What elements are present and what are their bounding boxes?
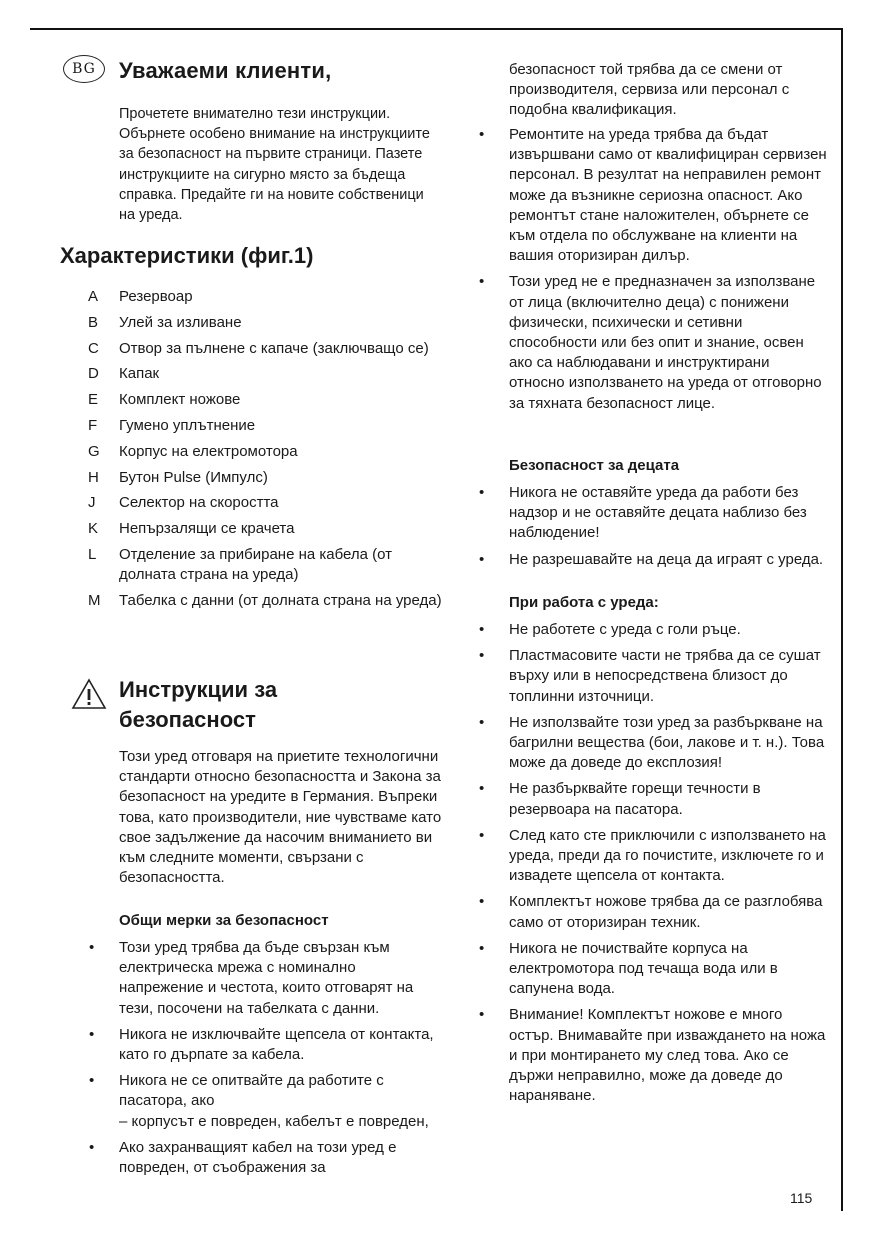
list-item: • Пластмасовите части не трябва да се сушат върху или в непосредствена близост до топлинни източници. (479, 646, 829, 707)
feature-item: K Непързалящи се крачета (88, 520, 295, 538)
list-item: • Ремонтите на уреда трябва да бъдат извършвани само от квалифициран сервизен персонал. В резултат на неправилен ремонт може да възникне сериозна опасност. Ако ремонтът стане наложителен, обърнете се към отдела по обслужване на клиенти на вашия оторизиран дилър. (479, 125, 829, 266)
list-item: • Никога не оставяйте уреда да работи без надзор и не оставяйте децата наблизо без наблюдение! (479, 483, 829, 544)
operation-safety-list (479, 620, 829, 1112)
operation-safety-heading: При работа с уреда: (509, 594, 659, 611)
intro-paragraph: Прочетете внимателно тези инструкции. Обърнете особено внимание на инструкциите за безопасност на първите страници. Пазете инструкциите на сигурно място за бъдеща справка. Предайте ги на новите собственици на уреда. (119, 106, 430, 224)
list-item: • Никога не почиствайте корпуса на електромотора под течаща вода или в сапунена вода. (479, 939, 829, 1000)
list-item-continuation: безопасност той трябва да се смени от производителя, сервиза или персонал с подобна квалификация. (509, 61, 790, 119)
feature-item: B Улей за изливане (88, 313, 242, 331)
right-rule (841, 28, 843, 1211)
warning-icon (71, 678, 107, 710)
top-rule (30, 28, 843, 30)
feature-item: G Корпус на електромотора (88, 442, 298, 460)
list-item: • Ако захранващият кабел на този уред е повреден, от съображения за (89, 1138, 439, 1178)
child-safety-list (479, 483, 829, 576)
safety-intro-paragraph: Този уред отговаря на приетите технологични стандарти относно безопасността и Закона за безопасност на уредите в Германия. Въпреки това, като производители, ние чувстваме като свое задължение да насочим вниманието ви към следните моменти, свързани с безопасността. (119, 748, 442, 887)
general-safety-list-left (89, 938, 439, 1184)
feature-item: H Бутон Pulse (Импулс) (88, 468, 268, 486)
list-item-continuation: – корпусът е повреден, кабелът е повреден, (119, 1112, 429, 1130)
list-item: • Комплектът ножове трябва да се разглобява само от оторизиран техник. (479, 892, 829, 932)
list-item: • Никога не се опитвайте да работите с пасатора, ако – корпусът е повреден, кабелът е повреден, (89, 1071, 439, 1132)
feature-item: J Селектор на скоростта (88, 494, 279, 512)
language-badge: BG (63, 55, 105, 83)
features-heading: Характеристики (фиг.1) (60, 243, 314, 268)
list-item: • Този уред не е предназначен за използване от лица (включително деца) с понижени физически, психически и сетивни способности или без опит и знание, освен ако са наблюдавани и инструктирани относно използването на уреда от отговорно за тяхната безопасност лице. (479, 272, 829, 413)
feature-item: E Комплект ножове (88, 391, 241, 409)
safety-heading: Инструкции за безопасност (119, 677, 278, 732)
general-safety-heading: Общи мерки за безопасност (119, 912, 329, 929)
list-item: • След като сте приключили с използването на уреда, преди да го почистите, изключете го и извадете щепсела от контакта. (479, 826, 829, 887)
feature-item: C Отвор за пълнене с капаче (заключващо се) (88, 339, 429, 357)
page-number: 115 (790, 1190, 813, 1206)
feature-item: D Капак (88, 365, 160, 383)
feature-item: M Табелка с данни (от долната страна на уреда) (88, 591, 442, 609)
list-item: • Не разрешавайте на деца да играят с уреда. (479, 550, 829, 570)
feature-item: F Гумено уплътнение (88, 416, 256, 434)
features-list (88, 287, 448, 617)
list-item: • Не работете с уреда с голи ръце. (479, 620, 829, 640)
child-safety-heading: Безопасност за децата (509, 457, 680, 474)
list-item: • Не разбърквайте горещи течности в резервоара на пасатора. (479, 779, 829, 819)
list-item: • Никога не изключвайте щепсела от контакта, като го дърпате за кабела. (89, 1025, 439, 1065)
list-item: • Този уред трябва да бъде свързан към електрическа мрежа с номинално напрежение и честота, които отговарят на тези, посочени на табелката с данни. (89, 938, 439, 1019)
greeting-heading: Уважаеми клиенти, (119, 58, 332, 83)
feature-item: L Отделение за прибиране на кабела (от долната страна на уреда) (88, 545, 393, 584)
list-item: • Внимание! Комплектът ножове е много остър. Внимавайте при изваждането на ножа и при монтирането му след това. Ако се държи неправилно, може да доведе до нараняване. (479, 1005, 829, 1106)
list-item: • Не използвайте този уред за разбъркване на багрилни вещества (бои, лакове и т. н.). Това може да доведе до експлозия! (479, 713, 829, 774)
feature-item: A Резервоар (88, 288, 193, 305)
general-safety-list-right (479, 125, 829, 420)
